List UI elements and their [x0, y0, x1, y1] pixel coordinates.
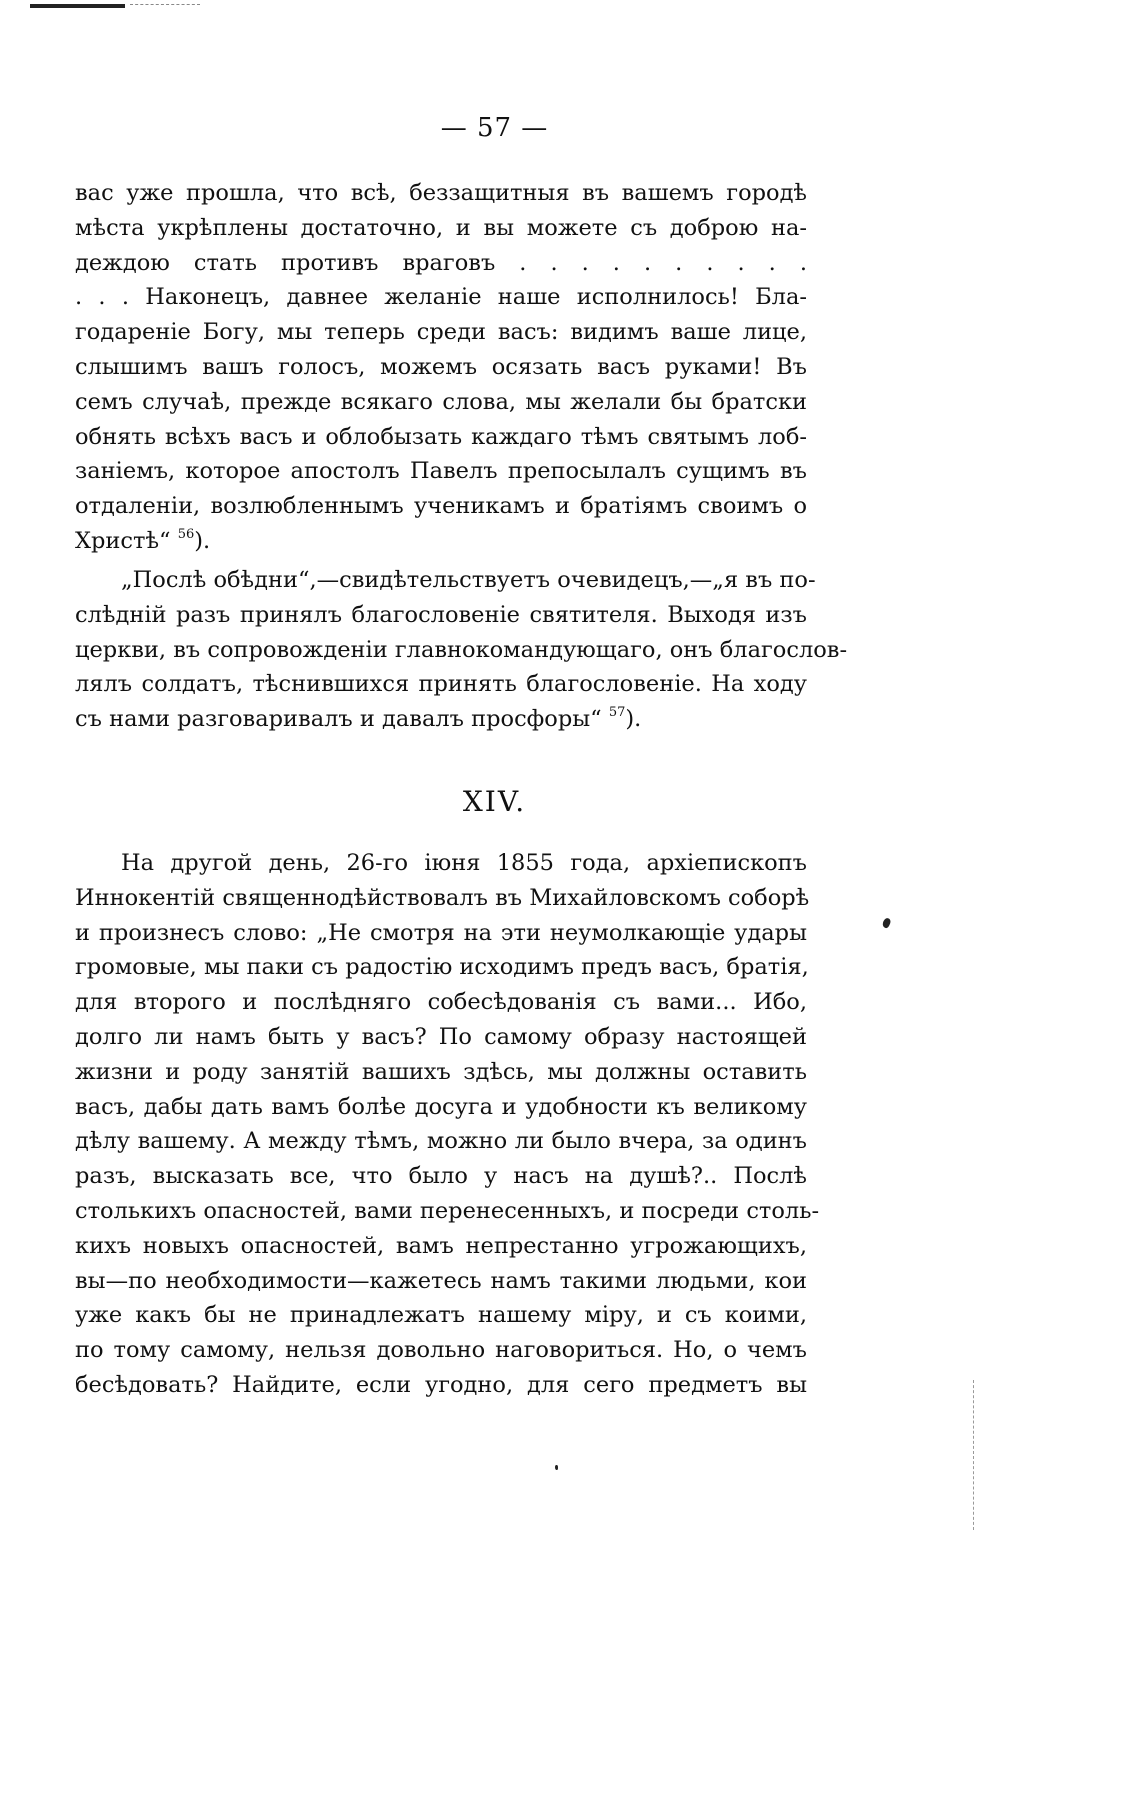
text-line: мѣста укрѣплены достаточно, и вы можете съ доброю на- — [75, 214, 807, 241]
text-line: годареніе Богу, мы теперь среди васъ: видимъ ваше лице, — [75, 319, 807, 346]
text-line: столькихъ опасностей, вами перенесенныхъ, и посреди столь- — [75, 1197, 820, 1224]
text-line: „Послѣ обѣдни“,—свидѣтельствуетъ очевидецъ,—„я въ по- — [121, 567, 816, 593]
text-fragment: Христѣ“ — [75, 527, 171, 554]
text-line: вы—по необходимости—кажетесь намъ такими людьми, кои — [75, 1267, 807, 1294]
text-line: слышимъ вашъ голосъ, можемъ осязать васъ руками! Въ — [75, 353, 807, 380]
text-line-last — [75, 702, 807, 737]
text-line: жизни и роду занятій вашихъ здѣсь, мы должны оставить — [75, 1058, 807, 1085]
text-line: . . . Наконецъ, давнее желаніе наше исполнилось! Бла- — [75, 284, 807, 311]
text-line: Иннокентій священнодѣйствовалъ въ Михайловскомъ соборѣ — [75, 884, 810, 911]
text-line: разъ, высказать все, что было у насъ на душѣ?.. Послѣ — [75, 1163, 807, 1190]
text-line: отдаленіи, возлюбленнымъ ученикамъ и братіямъ своимъ о — [75, 493, 807, 520]
text-line: лялъ солдатъ, тѣснившихся принять благословеніе. На ходу — [75, 671, 807, 698]
section-heading: XIV. — [462, 785, 527, 818]
text-fragment: ). — [194, 527, 211, 554]
text-line: слѣдній разъ принялъ благословеніе святителя. Выходя изъ — [75, 601, 807, 628]
scan-artifact-top — [30, 4, 125, 8]
text-line: семъ случаѣ, прежде всякаго слова, мы желали бы братски — [75, 388, 807, 415]
ink-blot — [881, 917, 892, 929]
text-line: и произнесъ слово: „Не смотря на эти неумолкающіе удары — [75, 919, 807, 946]
paragraph-2 — [75, 563, 848, 737]
text-line: для второго и послѣдняго собесѣдованія съ вами... Ибо, — [75, 989, 807, 1016]
text-line: вас уже прошла, что всѣ, беззащитныя въ вашемъ городѣ — [75, 180, 807, 206]
footnote-marker: 57 — [608, 705, 626, 721]
text-line: громовые, мы паки съ радостію исходимъ предъ васъ, братія, — [75, 954, 809, 981]
page-number: — 57 — — [440, 113, 549, 143]
text-line: бесѣдовать? Найдите, если угодно, для сего предметъ вы — [75, 1371, 807, 1398]
text-line: васъ, дабы дать вамъ болѣе досуга и удобности къ великому — [75, 1093, 807, 1120]
text-line: кихъ новыхъ опасностей, вамъ непрестанно угрожающихъ, — [75, 1232, 807, 1259]
text-fragment: съ нами разговаривалъ и давалъ просфоры“ — [75, 706, 602, 733]
ink-speck — [555, 1465, 558, 1470]
text-line: церкви, въ сопровожденіи главнокомандующаго, онъ благослов- — [75, 636, 848, 663]
text-line-last — [75, 524, 807, 559]
paragraph-1 — [75, 176, 807, 559]
text-line: по тому самому, нельзя довольно наговориться. Но, о чемъ — [75, 1337, 807, 1364]
text-line: дѣлу вашему. А между тѣмъ, можно ли было вчера, за одинъ — [75, 1128, 807, 1155]
scan-edge-artifact — [973, 1380, 975, 1530]
scan-artifact-dashes — [130, 4, 200, 6]
text-line: заніемъ, которое апостолъ Павелъ препосылалъ сущимъ въ — [75, 458, 807, 485]
text-line: уже какъ бы не принадлежатъ нашему міру, и съ коими, — [75, 1302, 807, 1329]
text-line: деждою стать противъ враговъ . . . . . . . . . . — [75, 249, 807, 276]
paragraph-3 — [75, 846, 820, 1403]
footnote-marker: 56 — [177, 526, 195, 542]
text-fragment: ). — [625, 706, 642, 733]
text-line: долго ли намъ быть у васъ? По самому образу настоящей — [75, 1023, 807, 1050]
text-line: На другой день, 26-го іюня 1855 года, архіепископъ — [121, 850, 807, 876]
text-line: обнять всѣхъ васъ и облобызать каждаго тѣмъ святымъ лоб- — [75, 423, 807, 450]
